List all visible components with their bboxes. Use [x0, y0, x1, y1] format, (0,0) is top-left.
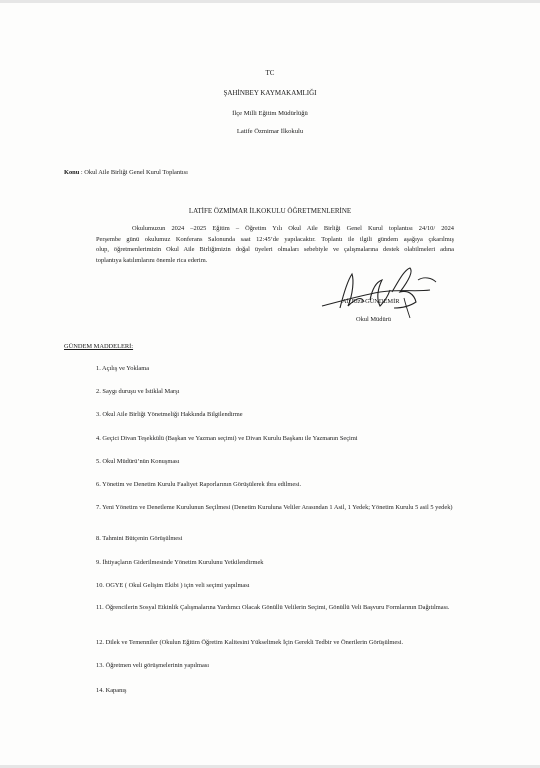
agenda-item: 9. İhtiyaçların Giderilmesinde Yönetim Kurulunu Yetkilendirmek — [96, 559, 264, 566]
body-line-2: Perşembe günü okulumuz Konferans Salonunda saat 12:45’de yapılacaktır. Toplantı ile ilgili gündem aşağıya çıkarılmış — [96, 235, 454, 243]
agenda-item: 7. Yeni Yönetim ve Denetleme Kurulunun Seçilmesi (Denetim Kuruluna Veliler Arasından 1 Asil, 1 Yedek; Yönetim Kurulu 5 asil 5 yedek) — [96, 504, 453, 511]
agenda-item: 14. Kapanış — [96, 687, 127, 694]
agenda-heading: GÜNDEM MADDELERİ: — [64, 343, 134, 350]
agenda-item: 4. Geçici Divan Teşekkülü (Başkan ve Yazman seçimi) ve Divan Kurulu Başkanı ile Yazmanın Seçimi — [96, 435, 358, 442]
agenda-item: 11. Öğrencilerin Sosyal Etkinlik Çalışmalarına Yardımcı Olacak Gönüllü Velilerin Seçimi, Gönüllü Veli Başvuru Formlarının Dağıtılması. — [96, 604, 450, 611]
agenda-item: 3. Okul Aile Birliği Yönetmeliği Hakkında Bilgilendirme — [96, 411, 243, 418]
subject-line — [64, 169, 188, 176]
scan-edge-top — [0, 0, 540, 3]
agenda-item: 13. Öğretmen veli görüşmelerinin yapılması — [96, 662, 210, 669]
body-line-3: olup, öğretmenlerimizin Okul Aile Birliğimizin doğal üyeleri olmaları sebebiyle ve çalışmalarına destek olabilmeleri adına — [96, 246, 454, 254]
agenda-item: 1. Açılış ve Yoklama — [96, 365, 150, 372]
agenda-item: 6. Yönetim ve Denetim Kurulu Faaliyet Raporlarının Görüşülerek ibra edilmesi. — [96, 481, 302, 488]
subject-text: : Okul Aile Birliği Genel Kurul Toplantısı — [80, 169, 188, 176]
body-line-1: Okulumuzun 2024 –2025 Eğitim – Öğretim Yılı Okul Aile Birliği Genel Kurul toplantısı 24/10/ 2024 — [132, 225, 454, 232]
agenda-item: 5. Okul Müdürü’nün Konuşması — [96, 458, 180, 465]
subject-label: Konu — [64, 169, 80, 176]
agenda-item: 8. Tahmini Bütçenin Görüşülmesi — [96, 535, 183, 542]
header-office: ŞAHİNBEY KAYMAKAMLIĞI — [223, 89, 317, 97]
agenda-item: 12. Dilek ve Temenniler (Okulun Eğitim Öğretim Kalitesini Yükseltmek İçin Gerekli Tedbir ve Önerilerin Görüşülmesi. — [96, 639, 404, 646]
agenda-item: 10. OGYE ( Okul Gelişim Ekibi ) için veli seçimi yapılması — [96, 582, 250, 589]
signatory-name: Ali Rıza GÜNDEMİR — [342, 298, 400, 305]
header-tc: TC — [265, 69, 275, 77]
agenda-item: 2. Saygı duruşu ve İstiklal Marşı — [96, 388, 180, 395]
header-directorate: İlçe Milli Eğitim Müdürlüğü — [232, 110, 308, 117]
signatory-title: Okul Müdürü — [356, 316, 391, 323]
handwritten-signature — [318, 262, 448, 320]
addressee: LATİFE ÖZMİMAR İLKOKULU ÖĞRETMENLERİNE — [188, 207, 352, 215]
header-school: Latife Özmimar İlkokulu — [236, 128, 304, 135]
body-paragraph — [96, 224, 454, 266]
body-line-4: toplantıya katılımlarını önemle rica ederim. — [96, 256, 208, 264]
